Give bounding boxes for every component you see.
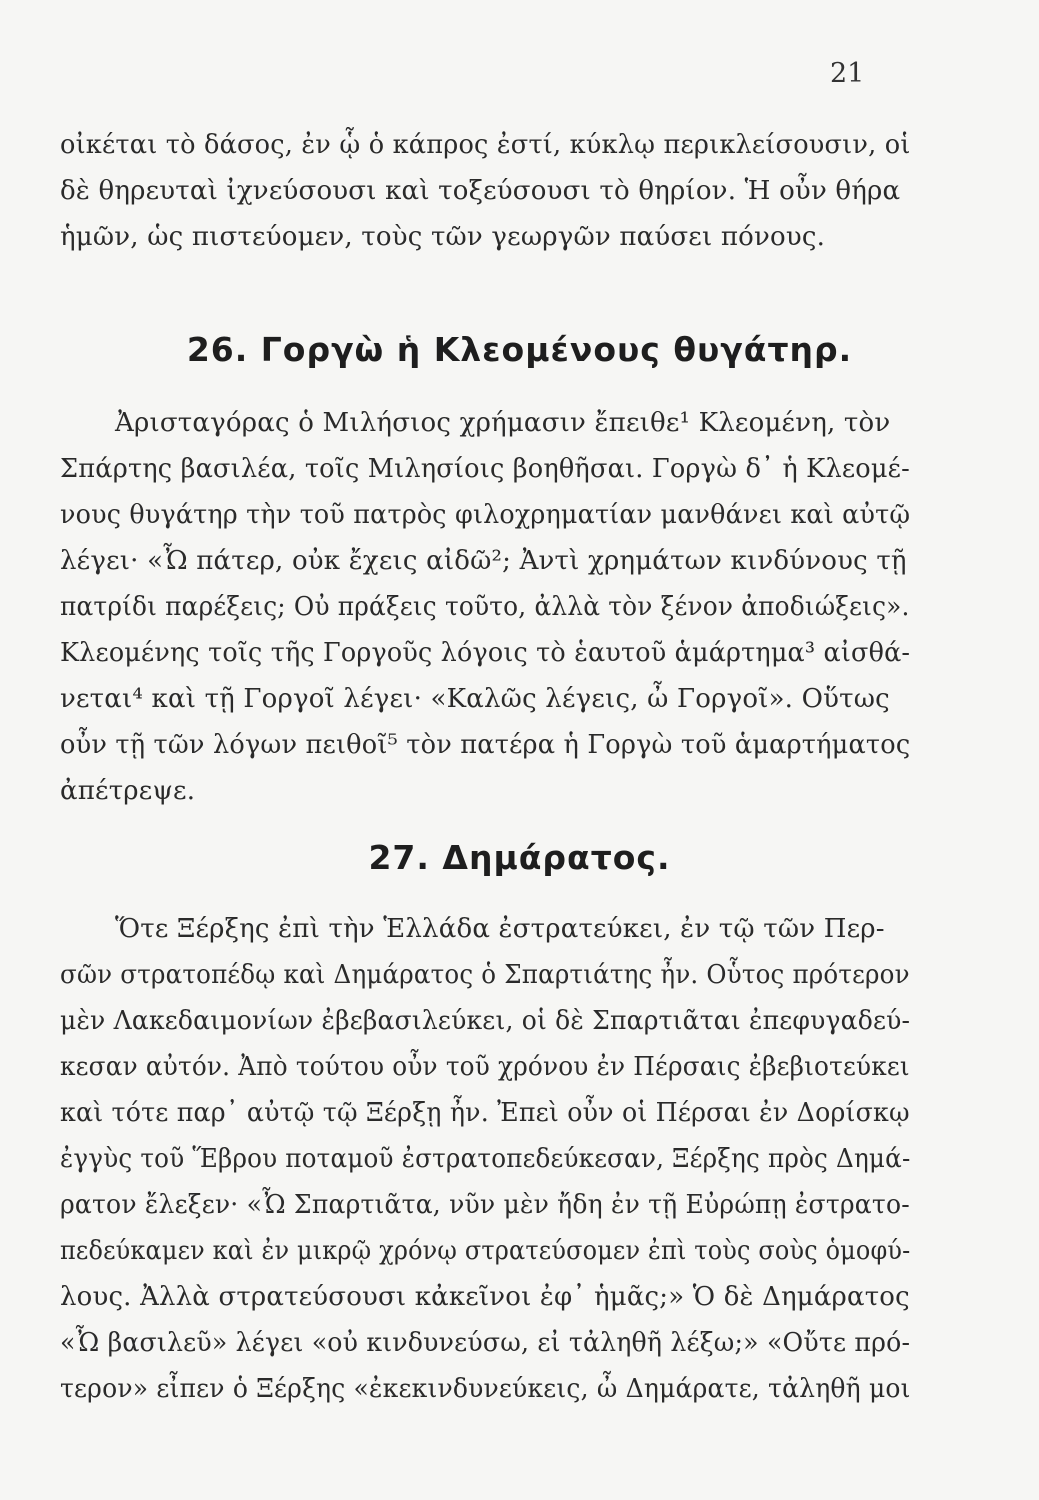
section-26-body [60,410,910,824]
text-line: λους. Ἀλλὰ στρατεύσουσι κἀκεῖνοι ἐφ᾽ ἡμᾶς;» Ὁ δὲ Δημάρατος [60,1282,910,1312]
text-line: σῶν στρατοπέδῳ καὶ Δημάρατος ὁ Σπαρτιάτης ἦν. Οὗτος πρότερον [60,960,910,990]
text-line: δὲ θηρευταὶ ἰχνεύσουσι καὶ τοξεύσουσι τὸ θηρίον. Ἡ οὖν θήρα [60,176,901,206]
page-number: 21 [830,58,865,89]
text-line: Κλεομένης τοῖς τῆς Γοργοῦς λόγοις τὸ ἑαυτοῦ ἁμάρτημα³ αἰσθά- [60,638,911,668]
text-line: νεται⁴ καὶ τῇ Γοργοῖ λέγει· «Καλῶς λέγεις, ὦ Γοργοῖ». Οὕτως [60,684,890,714]
paragraph-continued [60,132,910,270]
text-line: Σπάρτης βασιλέα, τοῖς Μιλησίοις βοηθῆσαι. Γοργὼ δ᾽ ἡ Κλεομέ- [60,454,910,484]
text-line: νους θυγάτηρ τὴν τοῦ πατρὸς φιλοχρηματίαν μανθάνει καὶ αὐτῷ [60,500,911,530]
text-line: ἡμῶν, ὡς πιστεύομεν, τοὺς τῶν γεωργῶν παύσει πόνους. [60,222,826,252]
text-line: Ἀρισταγόρας ὁ Μιλήσιος χρήμασιν ἔπειθε¹ Κλεομένη, τὸν [115,408,891,438]
section-27-body [60,916,910,1422]
text-line: πατρίδι παρέξεις; Οὐ πράξεις τοῦτο, ἀλλὰ τὸν ξένον ἀποδιώξεις». [60,592,910,622]
section-heading-27: 27. Δημάρατος. [368,838,671,877]
text-line: λέγει· «Ὦ πάτερ, οὐκ ἔχεις αἰδῶ²; Ἀντὶ χρημάτων κινδύνους τῇ [60,546,907,576]
text-line: τερον» εἶπεν ὁ Ξέρξης «ἐκεκινδυνεύκεις, ὦ Δημάρατε, τἀληθῆ μοι [60,1374,911,1404]
text-line: «Ὦ βασιλεῦ» λέγει «οὐ κινδυνεύσω, εἰ τἀληθῆ λέξω;» «Οὔτε πρό- [60,1328,911,1358]
text-line: καὶ τότε παρ᾽ αὐτῷ τῷ Ξέρξῃ ἦν. Ἐπεὶ οὖν οἱ Πέρσαι ἐν Δορίσκῳ [60,1098,910,1128]
text-line: μὲν Λακεδαιμονίων ἐβεβασιλεύκει, οἱ δὲ Σπαρτιᾶται ἐπεφυγαδεύ- [60,1006,911,1036]
text-line: οὖν τῇ τῶν λόγων πειθοῖ⁵ τὸν πατέρα ἡ Γοργὼ τοῦ ἁμαρτήματος [60,730,911,760]
section-heading-26: 26. Γοργὼ ἡ Κλεομένους θυγάτηρ. [186,330,853,369]
text-line: ἀπέτρεψε. [60,776,196,806]
text-line: Ὅτε Ξέρξης ἐπὶ τὴν Ἑλλάδα ἐστρατεύκει, ἐν τῷ τῶν Περ- [115,914,885,944]
text-line: ἐγγὺς τοῦ Ἕβρου ποταμοῦ ἐστρατοπεδεύκεσαν, Ξέρξης πρὸς Δημά- [60,1144,911,1174]
text-line: ρατον ἔλεξεν· «Ὦ Σπαρτιᾶτα, νῦν μὲν ἤδη ἐν τῇ Εὐρώπῃ ἐστρατο- [60,1190,910,1220]
text-line: οἰκέται τὸ δάσος, ἐν ᾧ ὁ κάπρος ἐστί, κύκλῳ περικλείσουσιν, οἱ [60,130,911,160]
text-line: κεσαν αὐτόν. Ἀπὸ τούτου οὖν τοῦ χρόνου ἐν Πέρσαις ἐβεβιοτεύκει [60,1052,910,1082]
text-line: πεδεύκαμεν καὶ ἐν μικρῷ χρόνῳ στρατεύσομεν ἐπὶ τοὺς σοὺς ὁμοφύ- [60,1236,911,1266]
